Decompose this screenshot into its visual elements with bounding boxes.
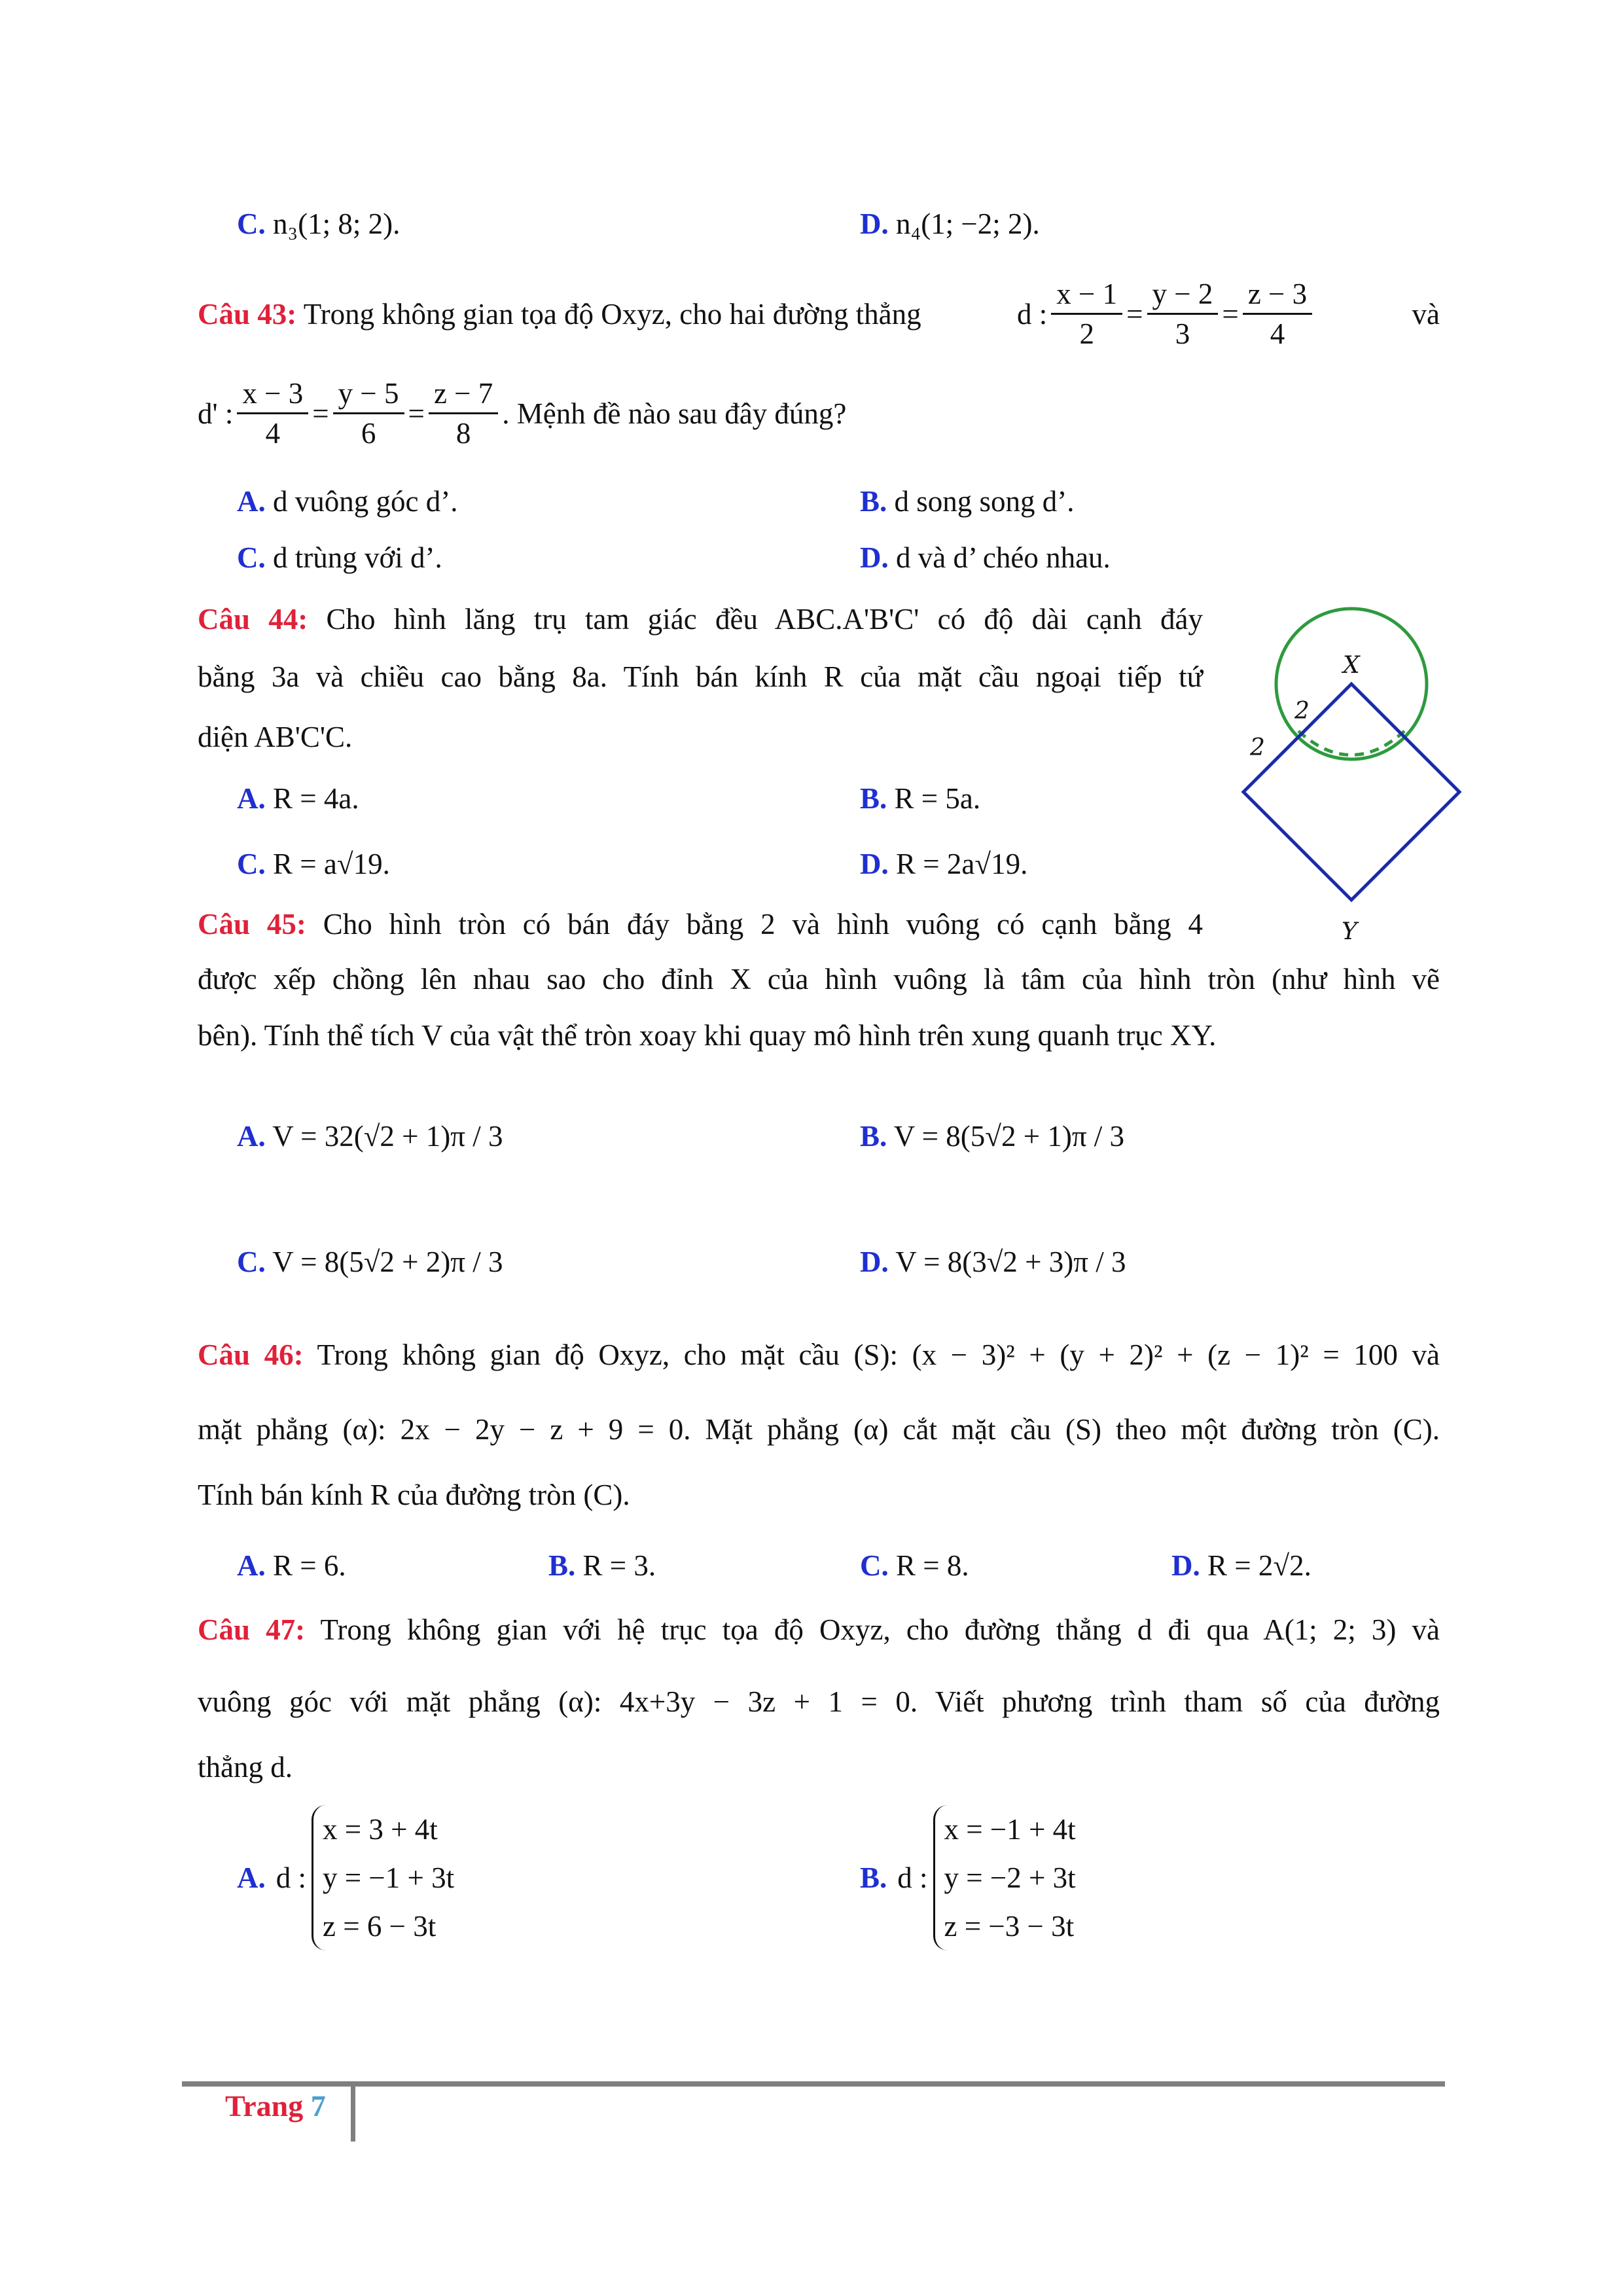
q42-option-d (860, 204, 1040, 243)
option-label: B. (548, 1549, 576, 1582)
q44-line2 (198, 657, 1203, 696)
equation-system (312, 1805, 454, 1950)
option-label: A. (237, 1861, 266, 1894)
option-label: A. (237, 1120, 266, 1153)
question-text: Trong không gian tọa độ Oxyz, cho hai đường thẳng (303, 297, 921, 331)
option-text: d và d’ chéo nhau. (896, 541, 1111, 574)
question-text: bên). Tính thể tích V của vật thể tròn xoay khi quay mô hình trên xung quanh trục XY. (198, 1019, 1217, 1052)
option-text: n₄(1; −2; 2). (896, 207, 1040, 240)
fraction: $\frac{y - 5}{6}$ (333, 374, 404, 452)
q44-option-c (237, 844, 390, 884)
label-side: 2 (1250, 734, 1265, 761)
option-text: R = 2√2. (1207, 1549, 1311, 1582)
question-text: mặt phẳng (α): 2x − 2y − z + 9 = 0. Mặt phẳng (α) cắt mặt cầu (S) theo một đường tròn (C). (198, 1413, 1440, 1446)
q46-line1 (198, 1335, 1440, 1374)
option-label: A. (237, 1549, 266, 1582)
option-text: V = 32(√2 + 1)π / 3 (272, 1120, 503, 1153)
fraction: $\frac{z - 3}{4}$ (1243, 275, 1312, 353)
option-label: B. (860, 485, 887, 518)
option-text: R = 8. (896, 1549, 969, 1582)
option-text: d song song d’. (894, 485, 1075, 518)
option-text: R = 6. (273, 1549, 346, 1582)
option-label: D. (860, 207, 889, 240)
q45-option-b (860, 1117, 1124, 1156)
equation-row: z = −3 − 3t (944, 1910, 1075, 1943)
q46-line3 (198, 1475, 630, 1515)
option-text: n₃(1; 8; 2). (273, 207, 401, 240)
option-text: R = a√19. (273, 848, 390, 880)
line-name: d' : (198, 397, 234, 430)
q45-line1 (198, 905, 1203, 944)
option-label: C. (237, 848, 266, 880)
option-text: V = 8(5√2 + 2)π / 3 (272, 1246, 503, 1278)
page-num: 7 (310, 2089, 326, 2123)
q42-option-c (237, 204, 400, 243)
q46-option-a (237, 1546, 346, 1585)
option-label: B. (860, 782, 887, 815)
option-text: V = 8(3√2 + 3)π / 3 (895, 1246, 1126, 1278)
question-label: Câu 47: (198, 1613, 306, 1646)
option-text: R = 3. (582, 1549, 656, 1582)
q43-option-c (237, 538, 442, 577)
option-label: A. (237, 782, 266, 815)
question-text: Trong không gian với hệ trục tọa độ Oxyz, cho đường thẳng d đi qua A(1; 2; 3) và (320, 1613, 1440, 1646)
option-text: R = 4a. (273, 782, 359, 815)
equation-row: y = −1 + 3t (323, 1861, 455, 1894)
q46-option-c (860, 1546, 969, 1585)
question-label: Câu 46: (198, 1338, 304, 1371)
question-label: Câu 44: (198, 603, 308, 636)
q43-line1: Câu 43: Trong không gian tọa độ Oxyz, cho hai đường thẳng d : $\frac{x - 1}{2}$ = $\frac{y - 2}{3}$ = $\frac{z - 3}{4}$ và (198, 275, 1440, 353)
line-name: d : (1016, 297, 1048, 331)
q47-option-b (860, 1805, 1076, 1950)
and-word: và (1412, 297, 1440, 331)
question-text: bằng 3a và chiều cao bằng 8a. Tính bán kính R của mặt cầu ngoại tiếp tứ (198, 660, 1203, 693)
option-label: A. (237, 485, 266, 518)
q45-option-a (237, 1117, 503, 1156)
q45-line3 (198, 1016, 1216, 1055)
question-text: . Mệnh đề nào sau đây đúng? (502, 397, 847, 430)
q46-option-b (548, 1546, 656, 1585)
q45-line2 (198, 960, 1440, 999)
fraction: $\frac{y - 2}{3}$ (1147, 275, 1219, 353)
option-label: D. (860, 541, 889, 574)
fraction: $\frac{z - 7}{8}$ (429, 374, 498, 452)
page-number (225, 2087, 326, 2126)
question-text: vuông góc với mặt phẳng (α): 4x+3y − 3z + 1 = 0. Viết phương trình tham số của đường (198, 1685, 1440, 1718)
page-word: Trang (225, 2089, 304, 2123)
q46-option-d (1171, 1546, 1311, 1585)
footer-rule (182, 2081, 1445, 2087)
q43-option-d (860, 538, 1111, 577)
q47-line1 (198, 1610, 1440, 1649)
q44-option-b (860, 779, 980, 818)
question-text: được xếp chồng lên nhau sao cho đỉnh X của hình vuông là tâm của hình tròn (như hình vẽ (198, 963, 1440, 996)
line-name: d : (276, 1861, 307, 1894)
equation-row: x = −1 + 4t (944, 1813, 1076, 1846)
q43-option-a (237, 482, 457, 521)
question-text: Trong không gian độ Oxyz, cho mặt cầu (S): (x − 3)² + (y + 2)² + (z − 1)² = 100 và (317, 1338, 1440, 1371)
equation-row: z = 6 − 3t (323, 1910, 437, 1943)
option-label: B. (860, 1861, 887, 1894)
circle-square-figure (1217, 596, 1479, 962)
option-label: C. (237, 207, 266, 240)
q43-line2: d' : $\frac{x - 3}{4}$ = $\frac{y - 5}{6}$ = $\frac{z - 7}{8}$ . Mệnh đề nào sau đây đúng? (198, 374, 846, 452)
q47-line2 (198, 1682, 1440, 1721)
equation-row: y = −2 + 3t (944, 1861, 1076, 1894)
option-label: D. (860, 1246, 889, 1278)
question-text: Cho hình lăng trụ tam giác đều ABC.A'B'C' có độ dài cạnh đáy (326, 603, 1203, 636)
question-text: Cho hình tròn có bán đáy bằng 2 và hình vuông có cạnh bằng 4 (323, 908, 1204, 941)
option-text: d trùng với d’. (273, 541, 442, 574)
label-radius: 2 (1294, 698, 1310, 725)
label-y: Y (1342, 918, 1357, 945)
question-label: Câu 43: (198, 297, 297, 331)
fraction: $\frac{x - 3}{4}$ (237, 374, 308, 452)
question-label: Câu 45: (198, 908, 306, 941)
option-label: C. (860, 1549, 889, 1582)
question-text: Tính bán kính R của đường tròn (C). (198, 1479, 630, 1511)
option-label: B. (860, 1120, 887, 1153)
option-label: C. (237, 541, 266, 574)
q47-line3 (198, 1748, 293, 1787)
label-x: X (1343, 652, 1360, 679)
footer-divider (351, 2087, 355, 2142)
q44-line1 (198, 600, 1203, 639)
option-label: D. (860, 848, 889, 880)
q43-option-b (860, 482, 1075, 521)
q44-option-a (237, 779, 359, 818)
option-label: C. (237, 1246, 266, 1278)
question-text: diện AB'C'C. (198, 721, 353, 753)
fraction: $\frac{x - 1}{2}$ (1051, 275, 1122, 353)
question-text: thẳng d. (198, 1751, 293, 1784)
q45-option-d (860, 1242, 1126, 1282)
option-label: D. (1171, 1549, 1200, 1582)
option-text: d vuông góc d’. (273, 485, 458, 518)
line-name: d : (897, 1861, 928, 1894)
option-text: R = 5a. (894, 782, 981, 815)
option-text: V = 8(5√2 + 1)π / 3 (893, 1120, 1125, 1153)
equation-system (933, 1805, 1076, 1950)
q47-option-a (237, 1805, 454, 1950)
q44-line3 (198, 717, 352, 757)
q45-option-c (237, 1242, 503, 1282)
equation-row: x = 3 + 4t (323, 1813, 438, 1846)
circle-hidden-arc (1298, 731, 1404, 755)
option-text: R = 2a√19. (896, 848, 1028, 880)
q44-option-d (860, 844, 1027, 884)
square (1243, 684, 1459, 900)
q46-line2 (198, 1410, 1440, 1449)
